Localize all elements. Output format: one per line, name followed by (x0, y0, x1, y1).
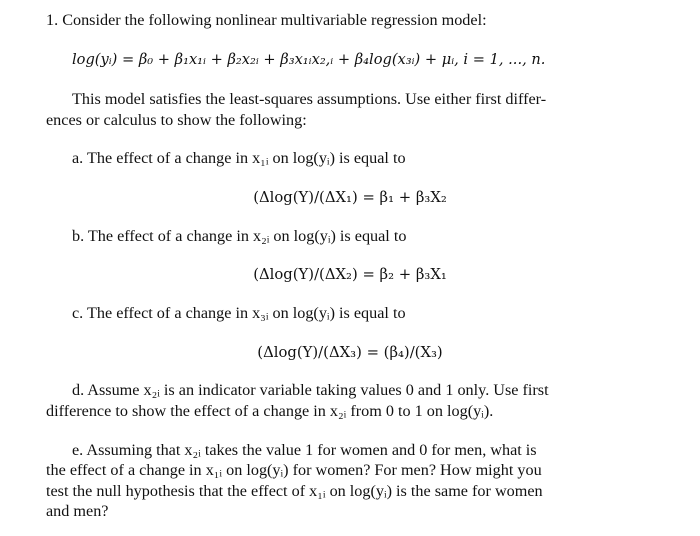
assumption-line-2: ences or calculus to show the following: (46, 111, 307, 129)
part-e-line-1: e. Assuming that x₂ᵢ takes the value 1 for women and 0 for men, what is (72, 441, 537, 459)
part-d-line-1: d. Assume x₂ᵢ is an indicator variable taking values 0 and 1 only. Use first (72, 381, 549, 399)
part-e-line-4: and men? (46, 502, 109, 520)
part-c-statement (72, 303, 406, 323)
part-a-text: The effect of a change in x₁ᵢ on log(yᵢ) is equal to (87, 149, 406, 167)
part-b-equation: (Δlog(Y)/(ΔX₂) = β₂ + β₃X₁ (253, 266, 447, 283)
part-a-statement (72, 148, 406, 168)
part-b-text: The effect of a change in x₂ᵢ on log(yᵢ) is equal to (87, 227, 407, 245)
part-b-label: b. (72, 227, 85, 245)
part-b-statement (72, 226, 406, 246)
part-e-line-3: test the null hypothesis that the effect of x₁ᵢ on log(yᵢ) is the same for women (46, 482, 543, 500)
problem-heading (46, 10, 487, 30)
problem-number: 1. (46, 11, 59, 29)
part-a-equation: (Δlog(Y)/(ΔX₁) = β₁ + β₃X₂ (253, 189, 447, 206)
assumption-line-1: This model satisfies the least-squares assumptions. Use either first differ- (72, 90, 547, 108)
part-c-text: The effect of a change in x₃ᵢ on log(yᵢ) is equal to (87, 304, 406, 322)
part-c-equation: (Δlog(Y)/(ΔX₃) = (β₄)/(X₃) (257, 344, 443, 361)
part-a-label: a. (72, 149, 84, 167)
part-e-line-2: the effect of a change in x₁ᵢ on log(yᵢ) for women? For men? How might you (46, 461, 542, 479)
model-equation: log(yᵢ) = β₀ + β₁x₁ᵢ + β₂x₂ᵢ + β₃x₁ᵢx₂,ᵢ + β₄log(x₃ᵢ) + μᵢ, i = 1, ..., n. (72, 51, 546, 68)
part-d-line-2: difference to show the effect of a change in x₂ᵢ from 0 to 1 on log(yᵢ). (46, 402, 494, 420)
problem-intro: Consider the following nonlinear multivariable regression model: (62, 11, 487, 29)
part-c-label: c. (72, 304, 84, 322)
